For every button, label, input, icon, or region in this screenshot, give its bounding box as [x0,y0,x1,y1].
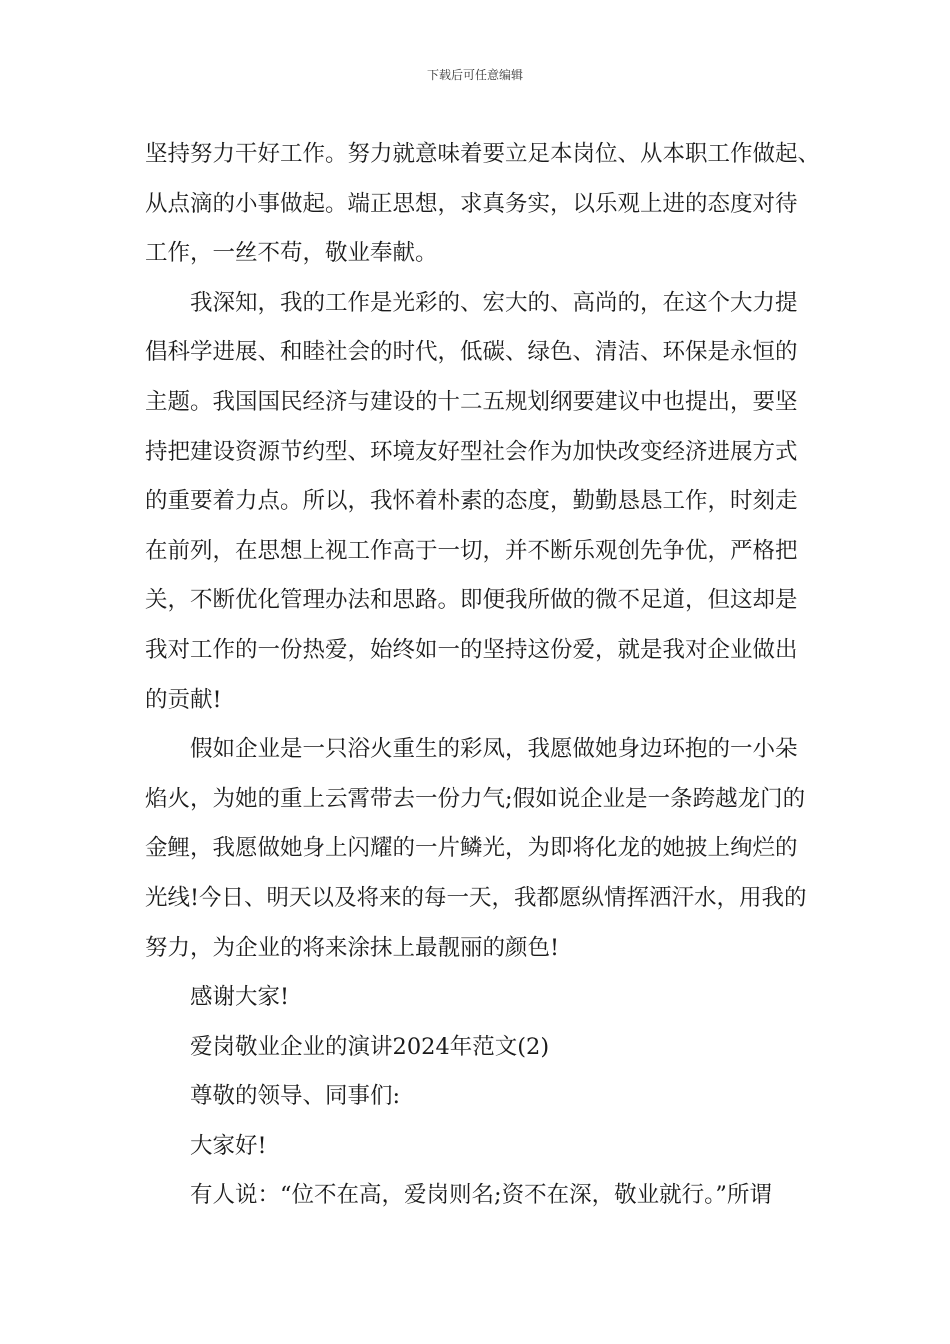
paragraph-first-line: 我深知，我的工作是光彩的、宏大的、高尚的，在这个大力提 [190,289,798,316]
text-line: 工作，一丝不苟，敬业奉献。 [145,240,438,267]
section-title: 爱岗敬业企业的演讲2024年范文(2) [190,1033,550,1060]
paragraph-first-line: 假如企业是一只浴火重生的彩凤，我愿做她身边环抱的一小朵 [190,736,798,763]
text-line: 努力，为企业的将来涂抹上最靓丽的颜色! [145,934,560,961]
text-line: 倡科学进展、和睦社会的时代，低碳、绿色、清洁、环保是永恒的 [145,339,798,366]
text-line: 焰火，为她的重上云霄带去一份力气;假如说企业是一条跨越龙门的 [145,785,806,812]
closing-thanks: 感谢大家! [190,984,290,1011]
document-body [145,130,821,1221]
paragraph-first-line: 有人说：“位不在高，爱岗则名;资不在深，敬业就行。”所谓 [190,1182,772,1209]
greeting: 大家好! [190,1132,267,1159]
text-line: 坚持努力干好工作。努力就意味着要立足本岗位、从本职工作做起、 [145,141,821,167]
text-line: 持把建设资源节约型、环境友好型社会作为加快改变经济进展方式 [145,438,798,465]
text-line: 我对工作的一份热爱，始终如一的坚持这份爱，就是我对企业做出 [145,636,798,663]
text-line: 的贡献! [145,686,222,713]
text-line: 的重要着力点。所以，我怀着朴素的态度，勤勤恳恳工作，时刻走 [145,488,798,515]
text-line: 主题。我国国民经济与建设的十二五规划纲要建议中也提出，要坚 [145,388,798,415]
text-line: 关，不断优化管理办法和思路。即便我所做的微不足道，但这却是 [145,587,798,614]
text-line: 光线!今日、明天以及将来的每一天，我都愿纵情挥洒汗水，用我的 [145,884,807,911]
text-line: 从点滴的小事做起。端正思想，求真务实，以乐观上进的态度对待 [145,190,798,217]
text-line: 金鲤，我愿做她身上闪耀的一片鳞光，为即将化龙的她披上绚烂的 [145,835,798,862]
text-line: 在前列，在思想上视工作高于一切，并不断乐观创先争优，严格把 [145,537,798,564]
page-header-note: 下载后可任意编辑 [426,68,523,82]
salutation: 尊敬的领导、同事们: [190,1083,401,1110]
